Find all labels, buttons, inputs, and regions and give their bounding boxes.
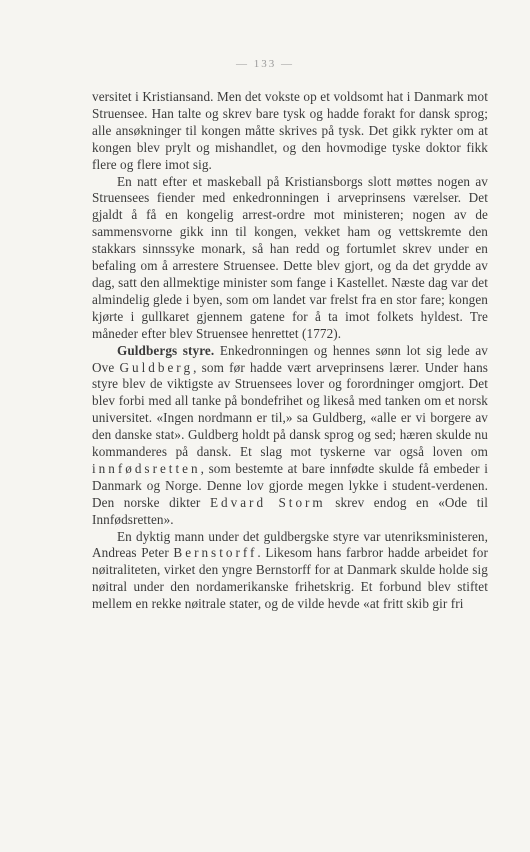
paragraph-text: . Likesom hans farbror hadde arbeidet for nøitraliteten, virket den yngre Bernstorff for at Danmark skulde holde sig nøitral under den nordamerikanske frihetskrig. Et forbund blev stiftet mellem en rekke nøitrale stater, og de vilde hevde «at fritt skib gir fri [92, 545, 488, 612]
paragraph-text: Enkedronningen og hennes sønn lot sig lede av Ove [92, 342, 488, 375]
paragraph-text: skrev endog en «Ode til Innfødsretten». [92, 494, 488, 527]
spaced-name-bernstorff: Bernstorff [173, 545, 258, 561]
paragraph-text: , som bestemte at bare innfødte skulde få embeder i Danmark og Norge. Denne lov gjorde megen lykke i student-verdenen. Den norske dikter [92, 460, 488, 510]
spaced-name-guldberg: Guldberg [119, 359, 194, 375]
page-body [92, 89, 488, 613]
paragraph-bernstorff [92, 529, 488, 614]
paragraph-continuation: versitet i Kristiansand. Men det vokste op et voldsomt hat i Danmark mot Struensee. Han talte og skrev bare tysk og hadde forakt for dansk sprog; alle ansøkninger til kongen måtte skrives på tysk. Det gikk rykter om at kongen blev prylt og mishandlet, og den hovmodige tyske doktor fikk flere og flere imot sig. [92, 89, 488, 172]
section-heading: Guldbergs styre. [117, 342, 215, 358]
paragraph-struensee-arrest: En natt efter et maskeball på Kristiansborgs slott møttes nogen av Struensees fiender med enkedronningen i arveprinsens værelser. Det gjaldt å få en kongelig arrest-ordre mot ministeren; nogen av de sammensvorne gikk inn til kongen, vekket ham og vettskremte den stakkars sinnssyke monark, så han redd og fortumlet skrev under en befaling om å arrestere Struensee. Dette blev gjort, og da det grydde av dag, satt den allmektige minister som fange i Kastellet. Næste dag var det almindelig glede i byen, som om landet var frelst fra en stor fare; kongen kjørte i gullkaret gjennem gatene for å ta imot folkets hyldest. Tre måneder efter blev Struensee henrettet (1772). [92, 173, 488, 341]
paragraph-guldberg [92, 343, 488, 529]
page-number: — 133 — [236, 58, 294, 70]
spaced-name-edvard-storm: Edvard Storm [209, 494, 326, 510]
spaced-term-innfodsretten: innfødsretten [92, 460, 201, 476]
paragraph-text: , som før hadde vært arveprinsens lærer. Under hans styre blev de viktigste av Struensees lover og forordninger omgjort. Det blev forbi med all tanke på bondefrihet og likeså med tanken om et norsk universitet. «Ingen nordmann er til,» sa Guldberg, «alle er vi borgere av den danske stat». Guldberg holdt på dansk sprog og sed; hæren skulde nu kommanderes på dansk. Et slag mot tyskerne var også loven om [92, 359, 488, 460]
paragraph-text: En dyktig mann under det guldbergske styre var utenriksministeren, Andreas Peter [92, 528, 488, 561]
